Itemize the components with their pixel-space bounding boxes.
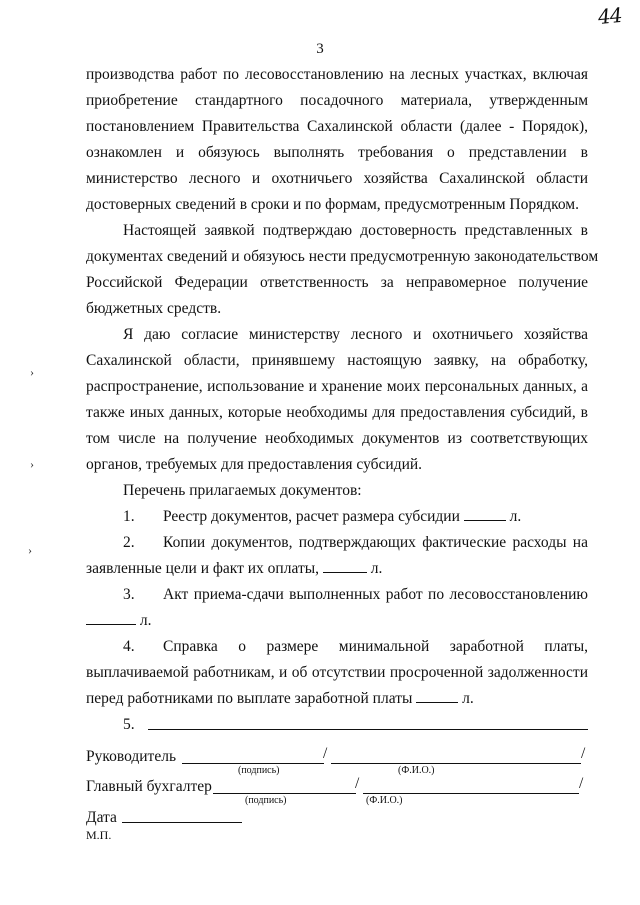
item-text: выплачиваемой работникам, и об отсутствии просроченной задолженности — [86, 664, 588, 681]
text-line: производства работ по лесовосстановлению на лесных участках, включая — [86, 66, 588, 83]
text-line: Сахалинской области, принявшему настоящую заявку, на обработку, — [86, 352, 588, 369]
page-number: 3 — [316, 41, 324, 57]
slash: / — [579, 775, 584, 792]
text-line: достоверных сведений в сроки и по формам, предусмотренным Порядком. — [86, 196, 579, 213]
head-label: Руководитель — [86, 748, 177, 765]
text-line: приобретение стандартного посадочного материала, утвержденным — [86, 92, 588, 109]
sheets-count-blank — [86, 612, 136, 625]
attachments-list-title: Перечень прилагаемых документов: — [123, 482, 362, 499]
text-line: также иных данных, которые необходимы для предоставления субсидий, в — [86, 404, 588, 421]
item-text-label: перед работниками по выплате заработной платы — [86, 690, 413, 707]
item-text: Копии документов, подтверждающих фактические расходы на — [163, 534, 588, 551]
name-caption: (Ф.И.О.) — [398, 765, 435, 776]
accountant-label: Главный бухгалтер — [86, 778, 212, 795]
sheets-count-blank — [464, 508, 506, 521]
margin-mark: › — [28, 543, 32, 557]
margin-mark: › — [30, 365, 34, 379]
sheets-count-blank — [323, 560, 367, 573]
item-text — [86, 690, 474, 708]
item-text-label: заявленные цели и факт их оплаты, — [86, 560, 320, 577]
slash: / — [323, 745, 328, 762]
signature-caption: (подпись) — [238, 765, 280, 776]
name-caption: (Ф.И.О.) — [366, 795, 403, 806]
item-number: 1. — [123, 508, 135, 525]
item-number: 3. — [123, 586, 135, 603]
signature-caption: (подпись) — [245, 795, 287, 806]
accountant-name-line — [363, 793, 579, 794]
text-line: документах сведений и обязуюсь нести предусмотренную законодательством — [86, 248, 599, 265]
item-text — [163, 508, 521, 526]
sheets-unit: л. — [370, 560, 383, 577]
text-line: Настоящей заявкой подтверждаю достоверность представленных в — [123, 222, 588, 239]
text-line: постановлением Правительства Сахалинской области (далее - Порядок), — [86, 118, 588, 135]
date-line — [122, 822, 242, 823]
head-signature-line — [182, 763, 324, 764]
item-text: Акт приема-сдачи выполненных работ по лесовосстановлению — [163, 586, 588, 603]
item-number: 4. — [123, 638, 135, 655]
accountant-signature-line — [213, 793, 356, 794]
item-text — [86, 560, 382, 578]
text-line: органов, требуемых для предоставления субсидий. — [86, 456, 423, 473]
handwritten-page-number: 44 — [596, 2, 623, 30]
sheets-unit: л. — [509, 508, 522, 525]
slash: / — [581, 745, 586, 762]
sheets-unit: л. — [139, 612, 152, 629]
sheets-count-blank — [416, 690, 458, 703]
stamp-label: М.П. — [86, 828, 112, 842]
item-text: Справка о размере минимальной заработной платы, — [163, 638, 588, 655]
head-name-line — [331, 763, 581, 764]
text-line: Я даю согласие министерству лесного и охотничьего хозяйства — [123, 326, 588, 343]
text-line: Российской Федерации ответственность за неправомерное получение — [86, 274, 588, 291]
item-number: 2. — [123, 534, 135, 551]
item-text-label: Реестр документов, расчет размера субсидии — [163, 508, 460, 525]
slash: / — [355, 775, 360, 792]
text-line: бюджетных средств. — [86, 300, 222, 317]
item-text — [86, 612, 152, 630]
text-line: министерство лесного и охотничьего хозяйства Сахалинской области — [86, 170, 588, 187]
margin-mark: › — [30, 457, 34, 471]
text-line: том числе на получение необходимых документов из соответствующих — [86, 430, 588, 447]
text-line: распространение, использование и хранение моих персональных данных, а — [86, 378, 588, 395]
item-blank-line — [148, 729, 588, 730]
sheets-unit: л. — [462, 690, 474, 707]
date-label: Дата — [86, 809, 117, 826]
item-number: 5. — [123, 716, 135, 733]
text-line: ознакомлен и обязуюсь выполнять требования о представлении в — [86, 144, 588, 161]
